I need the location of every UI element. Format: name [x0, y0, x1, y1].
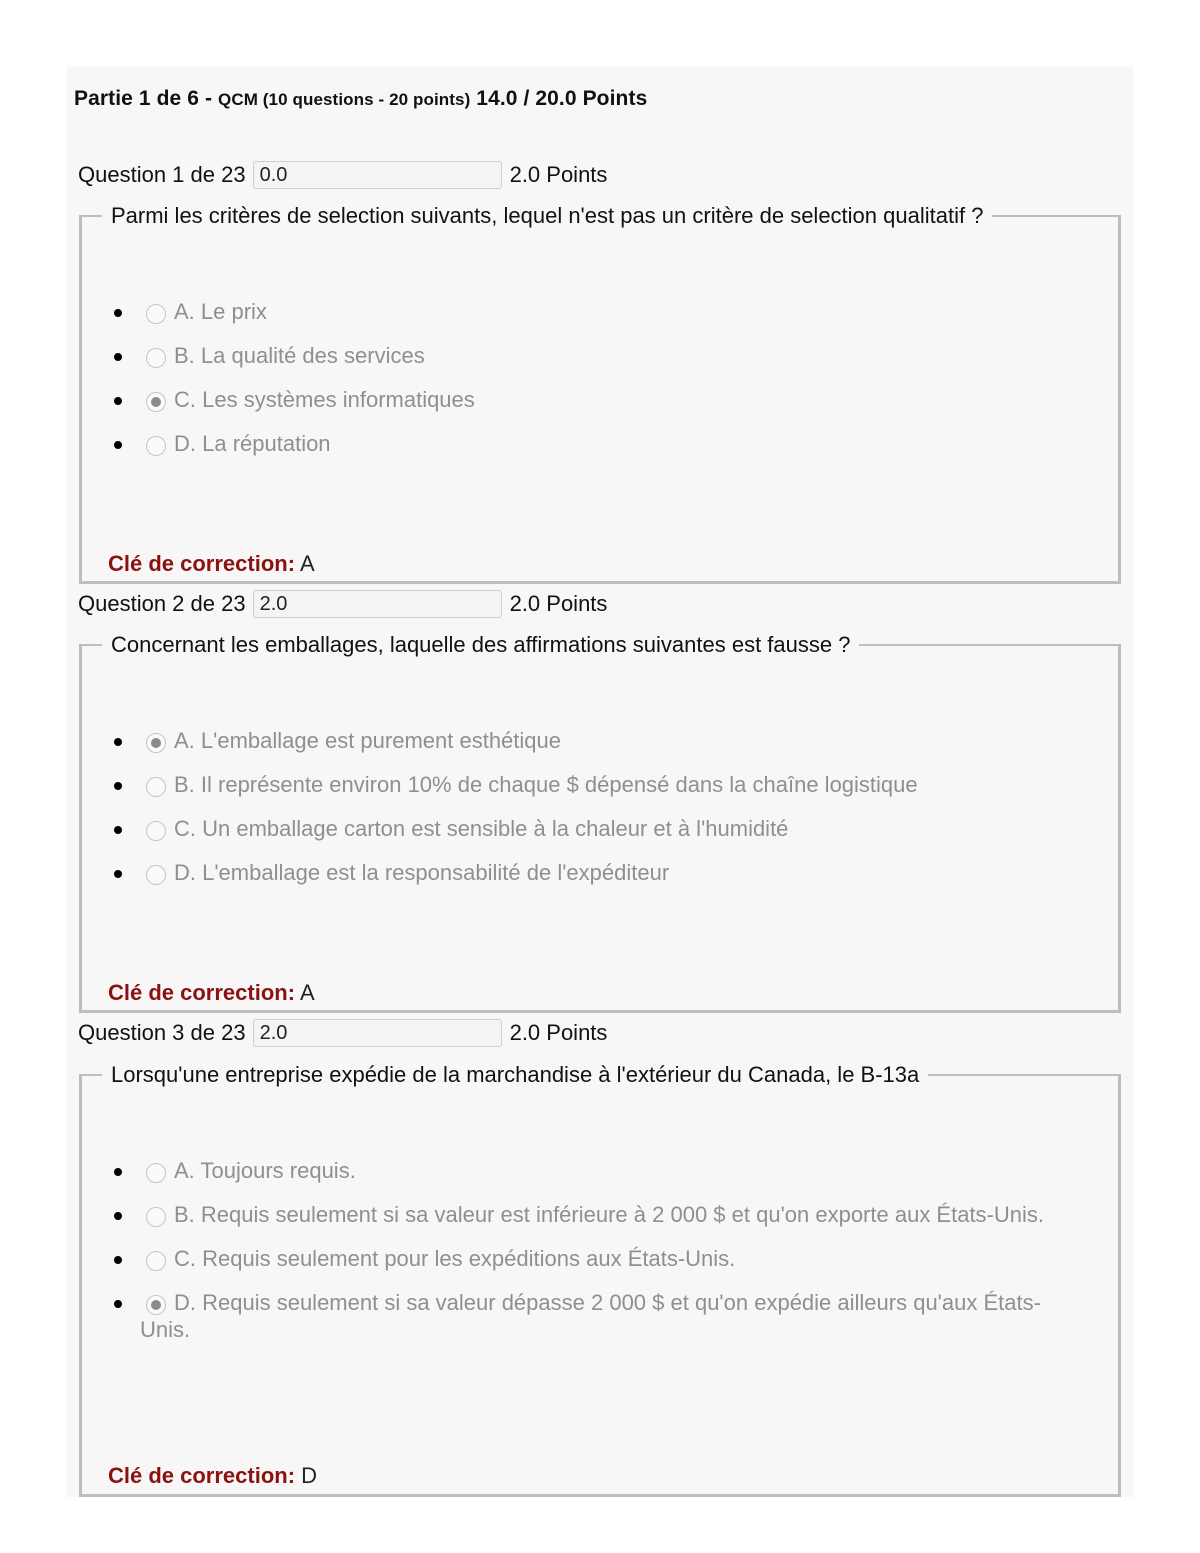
- choice-item[interactable]: [112, 1289, 1072, 1343]
- question-box: [79, 204, 1121, 584]
- question-header: [78, 588, 607, 620]
- choice-text: C. Un emballage carton est sensible à la chaleur et à l'humidité: [174, 816, 789, 841]
- question-prompt: Parmi les critères de selection suivants, lequel n'est pas un critère de selection qualitatif ?: [111, 203, 984, 228]
- answer-key-label: Clé de correction:: [108, 551, 296, 576]
- part-label: Partie 1 de 6 -: [74, 87, 218, 110]
- bullet-icon: [114, 826, 122, 834]
- part-score: 14.0 / 20.0 Points: [470, 87, 648, 110]
- choice-list: [112, 1157, 1072, 1360]
- question-prompt: Concernant les emballages, laquelle des affirmations suivantes est fausse ?: [111, 632, 851, 657]
- radio-button[interactable]: [146, 1251, 166, 1271]
- choice-item[interactable]: [112, 342, 1072, 369]
- choice-item[interactable]: [112, 386, 1072, 413]
- radio-button-selected[interactable]: [146, 392, 166, 412]
- choice-text: B. Il représente environ 10% de chaque $ dépensé dans la chaîne logistique: [174, 772, 918, 797]
- radio-button[interactable]: [146, 865, 166, 885]
- question-number: Question 1 de 23: [78, 162, 246, 187]
- answer-key-label: Clé de correction:: [108, 1463, 296, 1488]
- radio-button[interactable]: [146, 1163, 166, 1183]
- choice-text: D. Requis seulement si sa valeur dépasse 2 000 $ et qu'on expédie ailleurs qu'aux États-Unis.: [140, 1290, 1041, 1342]
- choice-item[interactable]: [112, 1157, 1072, 1184]
- radio-button[interactable]: [146, 348, 166, 368]
- choice-item[interactable]: [112, 771, 1072, 798]
- answer-key: [108, 1463, 317, 1489]
- answer-key-label: Clé de correction:: [108, 980, 296, 1005]
- bullet-icon: [114, 397, 122, 405]
- bullet-icon: [114, 782, 122, 790]
- bullet-icon: [114, 441, 122, 449]
- choice-item[interactable]: [112, 1201, 1072, 1228]
- choice-item[interactable]: [112, 815, 1072, 842]
- choice-list: [112, 727, 1072, 903]
- points-label: 2.0 Points: [509, 1020, 608, 1045]
- radio-button-selected[interactable]: [146, 733, 166, 753]
- bullet-icon: [114, 1256, 122, 1264]
- answer-key: [108, 980, 315, 1006]
- question-header: [78, 159, 607, 191]
- bullet-icon: [114, 738, 122, 746]
- bullet-icon: [114, 1300, 122, 1308]
- question-number: Question 3 de 23: [78, 1020, 246, 1045]
- score-input[interactable]: [253, 161, 502, 189]
- choice-list: [112, 298, 1072, 474]
- choice-item[interactable]: [112, 859, 1072, 886]
- radio-button[interactable]: [146, 436, 166, 456]
- answer-key: [108, 551, 315, 577]
- choice-text: A. Toujours requis.: [174, 1158, 356, 1183]
- choice-text: A. L'emballage est purement esthétique: [174, 728, 561, 753]
- answer-key-value: D: [295, 1463, 318, 1488]
- choice-text: D. La réputation: [174, 431, 331, 456]
- choice-text: C. Requis seulement pour les expéditions aux États-Unis.: [174, 1246, 736, 1271]
- radio-button-selected[interactable]: [146, 1295, 166, 1315]
- choice-text: B. La qualité des services: [174, 343, 425, 368]
- bullet-icon: [114, 309, 122, 317]
- question-header: [78, 1017, 607, 1049]
- part-detail: QCM (10 questions - 20 points): [218, 90, 471, 109]
- question-box: [79, 633, 1121, 1013]
- choice-item[interactable]: [112, 1245, 1072, 1272]
- radio-button[interactable]: [146, 304, 166, 324]
- radio-button[interactable]: [146, 821, 166, 841]
- points-label: 2.0 Points: [509, 162, 608, 187]
- choice-item[interactable]: [112, 430, 1072, 457]
- question-prompt: Lorsqu'une entreprise expédie de la marchandise à l'extérieur du Canada, le B-13a: [111, 1062, 920, 1087]
- bullet-icon: [114, 870, 122, 878]
- answer-key-value: A: [295, 980, 315, 1005]
- bullet-icon: [114, 1212, 122, 1220]
- part-header: [74, 87, 647, 111]
- choice-text: A. Le prix: [174, 299, 267, 324]
- radio-button[interactable]: [146, 777, 166, 797]
- bullet-icon: [114, 1168, 122, 1176]
- points-label: 2.0 Points: [509, 591, 608, 616]
- score-input[interactable]: [253, 1019, 502, 1047]
- choice-item[interactable]: [112, 298, 1072, 325]
- answer-key-value: A: [295, 551, 315, 576]
- choice-text: D. L'emballage est la responsabilité de l'expéditeur: [174, 860, 670, 885]
- choice-text: C. Les systèmes informatiques: [174, 387, 475, 412]
- question-box: [79, 1063, 1121, 1497]
- bullet-icon: [114, 353, 122, 361]
- question-number: Question 2 de 23: [78, 591, 246, 616]
- radio-button[interactable]: [146, 1207, 166, 1227]
- choice-item[interactable]: [112, 727, 1072, 754]
- score-input[interactable]: [253, 590, 502, 618]
- choice-text: B. Requis seulement si sa valeur est inférieure à 2 000 $ et qu'on exporte aux États-Unis.: [174, 1202, 1045, 1227]
